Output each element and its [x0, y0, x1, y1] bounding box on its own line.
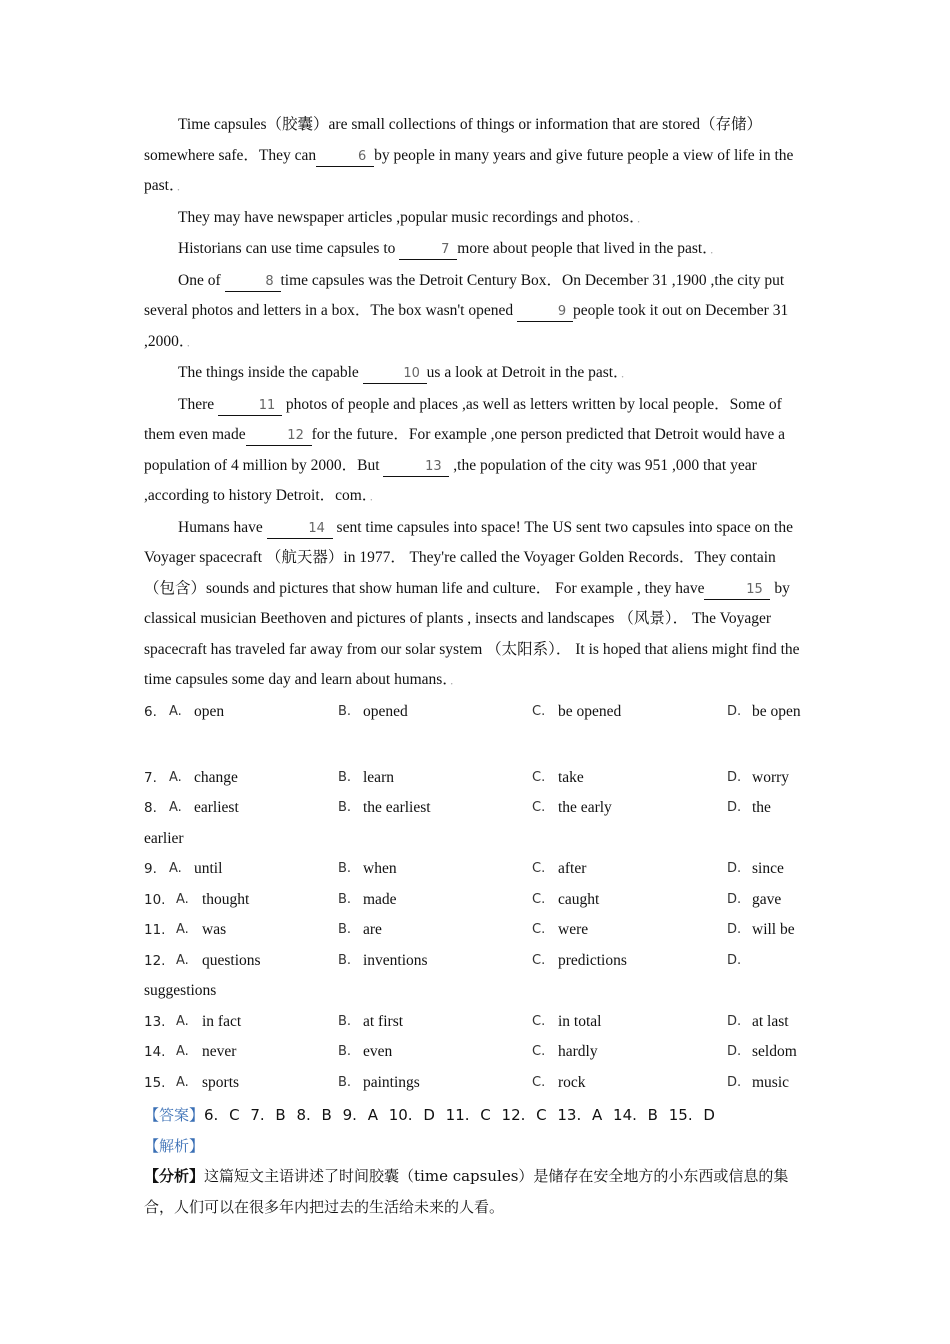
analysis-header: [144, 1131, 808, 1162]
paragraph-4: One of 8 time capsules was the Detroit Century Box．On December 31 ,1900 ,the city put several photos and letters in a box．The box wasn't opened 9 people took it out on December 31 ,2000．．: [144, 271, 789, 350]
option-b: made: [363, 890, 397, 908]
option-b: when: [363, 860, 397, 877]
option-a: was: [202, 921, 227, 938]
option-d: seldom: [752, 1043, 797, 1060]
blank-11: 11: [218, 397, 282, 416]
option-c: hardly: [558, 1043, 598, 1060]
question-10: 10. A. thought B. made C. caught D. gave: [144, 885, 808, 916]
option-b: inventions: [363, 951, 428, 969]
question-9: 9. A. until B. when C. after D. since: [144, 854, 808, 885]
option-c: the early: [558, 799, 612, 816]
option-d: since: [752, 860, 784, 877]
option-c: after: [558, 860, 587, 877]
option-d-wrap: suggestions: [144, 982, 217, 999]
paragraph-5: The things inside the capable 10 us a look at Detroit in the past．．: [144, 358, 808, 390]
option-a: in fact: [202, 1012, 242, 1030]
option-d: music: [752, 1073, 790, 1091]
option-a: open: [194, 702, 225, 720]
option-d-wrap: earlier: [144, 829, 184, 847]
blank-7: 7: [399, 241, 457, 260]
option-b: paintings: [363, 1073, 420, 1091]
question-13: 13. A. in fact B. at first C. in total D. at last: [144, 1007, 808, 1038]
analysis-tag: 【解析】: [144, 1136, 205, 1155]
option-b: opened: [363, 702, 408, 720]
option-c: rock: [558, 1073, 586, 1091]
option-a: earliest: [194, 799, 239, 816]
question-list: [144, 697, 808, 1099]
option-d: the: [752, 799, 771, 816]
blank-9: 9: [517, 303, 573, 322]
question-6: 6. A. open B. opened C. be opened D. be open: [144, 697, 808, 763]
option-a: thought: [202, 890, 250, 908]
option-c: take: [558, 768, 584, 786]
paragraph-7: Humans have 14 sent time capsules into space! The US sent two capsules into space on the Voyager spacecraft （航天器）in 1977． They're called the Voyager Golden Records．They contain （包含）sounds and pictures that show human life and culture． For example , they have 15 by classical musician Beethoven and pictures of plants , insects and landscapes （风景）． The Voyager spacecraft has traveled far away from our solar system （太阳系）． It is hoped that aliens might find the time capsules some day and learn about humans．．: [144, 518, 800, 688]
option-b: even: [363, 1043, 393, 1060]
question-8: 8. A. earliest B. the earliest C. the early D. the earlier: [144, 793, 808, 854]
document-page: [144, 110, 808, 1222]
question-14: 14. A. never B. even C. hardly D. seldom: [144, 1037, 808, 1068]
option-b: at first: [363, 1012, 404, 1030]
paragraph-6: There 11 photos of people and places ,as well as letters written by local people．Some of them even made 12 for the future．For example ,one person predicted that Detroit would have a population of 4 million by 2000．But 13 ,the population of the city was 951 ,000 that year ,according to history Detroit．com．．: [144, 395, 786, 504]
blank-15: 15: [704, 581, 770, 600]
option-a: until: [194, 860, 223, 877]
option-d: be open: [752, 702, 801, 720]
option-d: at last: [752, 1012, 789, 1030]
option-d: gave: [752, 890, 782, 908]
question-11: 11. A. was B. are C. were D. will be: [144, 915, 808, 946]
fenxi-tag: 【分析】: [144, 1167, 205, 1185]
option-c: were: [558, 921, 589, 938]
option-c: be opened: [558, 702, 622, 720]
option-d: worry: [752, 768, 790, 786]
option-c: in total: [558, 1012, 602, 1030]
option-b: are: [363, 921, 382, 938]
option-c: caught: [558, 890, 600, 908]
option-c: predictions: [558, 951, 627, 969]
option-a: change: [194, 768, 238, 786]
blank-12: 12: [246, 427, 312, 446]
answer-tag: 【答案】: [144, 1106, 205, 1124]
answer-values: 6. C 7. B 8. B 9. A 10. D 11. C 12. C 13. A 14. B 15. D: [204, 1106, 715, 1124]
paragraph-3: Historians can use time capsules to 7 more about people that lived in the past．．: [144, 234, 808, 266]
paragraph-2: They may have newspaper articles ,popular music recordings and photos．．: [178, 208, 648, 226]
blank-6: 6: [316, 148, 374, 167]
paragraph-1: Time capsules（胶囊）are small collections of things or information that are stored（存储）somewhere safe．They can 6 by people in many years and give future people a view of life in the past．．: [144, 116, 794, 194]
blank-8: 8: [225, 273, 281, 292]
blank-14: 14: [267, 520, 333, 539]
question-12: 12. A. questions B. inventions C. predictions D. suggestions: [144, 946, 808, 1007]
option-a: questions: [202, 951, 261, 969]
answer-line: [144, 1100, 808, 1131]
blank-13: 13: [383, 458, 449, 477]
fenxi-text: 这篇短文主语讲述了时间胶囊（time capsules）是储存在安全地方的小东西或信息的集合，人们可以在很多年内把过去的生活给未来的人看。: [144, 1167, 789, 1216]
option-b: the earliest: [363, 799, 431, 816]
question-15: 15. A. sports B. paintings C. rock D. music: [144, 1068, 808, 1099]
analysis-text: [144, 1161, 808, 1222]
blank-10: 10: [363, 365, 427, 384]
option-a: never: [202, 1043, 237, 1060]
option-d: will be: [752, 921, 795, 938]
option-b: learn: [363, 768, 394, 786]
option-a: sports: [202, 1073, 240, 1091]
question-7: 7. A. change B. learn C. take D. worry: [144, 763, 808, 794]
